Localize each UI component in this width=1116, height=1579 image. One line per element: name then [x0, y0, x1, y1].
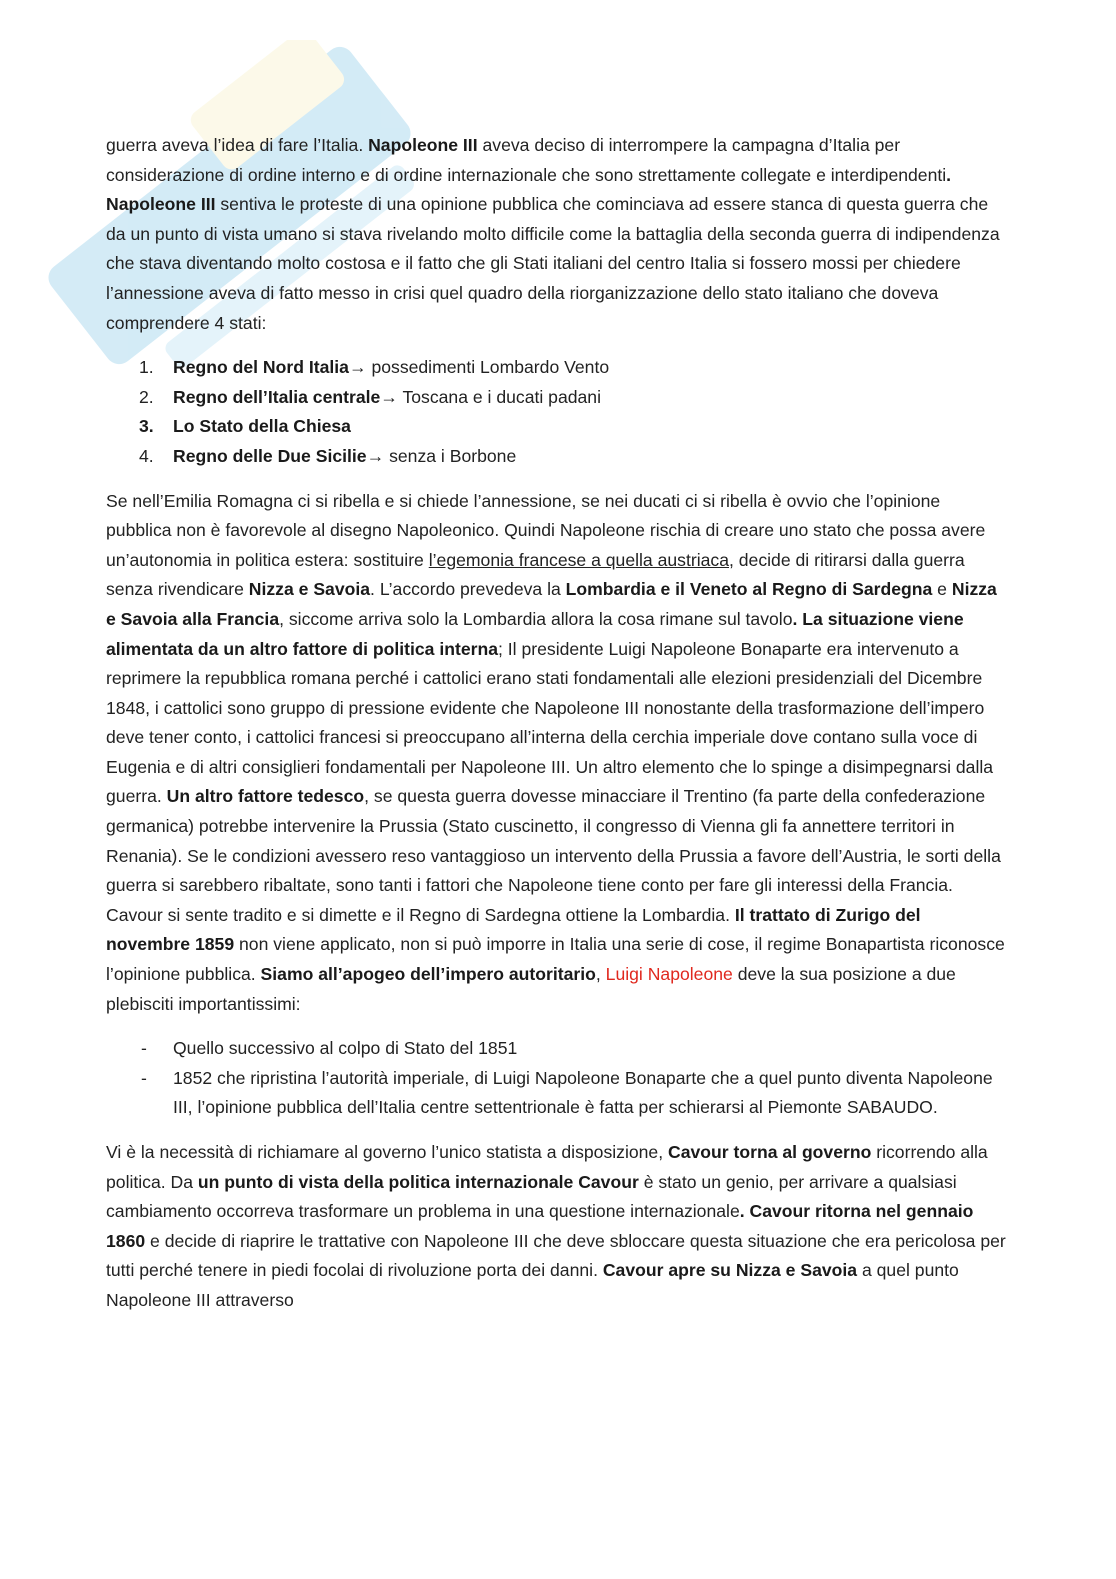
plebisciti-list: [106, 1034, 1006, 1123]
text-run: ,: [595, 964, 606, 985]
state-desc: possedimenti Lombardo Vento: [366, 357, 610, 378]
list-text: Quello successivo al colpo di Stato del 1851: [173, 1038, 518, 1059]
text-run: , decide di ritirarsi dalla guerra senza rivendicare: [106, 549, 965, 600]
list-item: [106, 353, 1006, 383]
bold-run: Cavour torna al governo: [668, 1142, 872, 1162]
text-run: è stato un genio, per arrivare a qualsiasi cambiamento occorreva trasformare un problema in una questione internazionale: [106, 1171, 957, 1222]
dash-bullet: -: [141, 1067, 147, 1088]
paragraph-intro: [106, 131, 1006, 338]
red-run: Luigi Napoleone: [605, 964, 733, 985]
list-item: [106, 1034, 1006, 1064]
state-name: Regno dell’Italia centrale: [173, 386, 381, 407]
text-run: sentiva le proteste di una opinione pubblica che cominciava ad essere stanca di questa guerra che da un punto di vista umano si stava rivelando molto difficile come la battaglia della seconda guerra di indipendenza che stava diventando molto costosa e il fatto che gli Stati italiani del centro Italia si fossero mossi per chiedere l’annessione aveva di fatto messo in crisi quel quadro della riorganizzazione dello stato italiano che doveva comprendere 4 stati:: [106, 194, 1000, 333]
list-text: 1852 che ripristina l’autorità imperiale, di Luigi Napoleone Bonaparte che a quel punto diventa Napoleone III, l’opinione pubblica dell’Italia centre settentrionale è fatta per schierarsi al Piemonte SABAUDO.: [173, 1067, 993, 1118]
text-run: , se questa guerra dovesse minacciare il Trentino (fa parte della confederazione germanica) potrebbe intervenire la Prussia (Stato cuscinetto, il congresso di Vienna gli fa annettere territori in Renania). Se le condizioni avessero reso vantaggioso un intervento della Prussia a favore dell’Austria, le sorti della guerra si sarebbero ribaltate, sono tanti i fattori che Napoleone tiene conto per fare gli interessi della Francia. Cavour si sente tradito e si dimette e il Regno di Sardegna ottiene la Lombardia.: [106, 786, 1001, 925]
text-run: a quel punto Napoleone III attraverso: [106, 1260, 959, 1310]
list-number: 4.: [139, 445, 154, 466]
list-number: 2.: [139, 386, 154, 407]
state-desc: senza i Borbone: [384, 445, 517, 466]
bold-run: Lombardia e il Veneto al Regno di Sardegna: [565, 579, 933, 600]
text-run: Vi è la necessità di richiamare al governo l’unico statista a disposizione,: [106, 1142, 668, 1162]
states-list: [106, 353, 1006, 471]
bold-run: Il trattato di Zurigo del novembre 1859: [106, 904, 921, 955]
list-number: 3.: [139, 416, 154, 437]
bold-run: . La situazione viene alimentata da un altro fattore di politica interna: [106, 608, 964, 659]
bold-run: Nizza e Savoia: [248, 579, 371, 600]
bold-run: Un altro fattore tedesco: [166, 786, 365, 807]
state-desc: Toscana e i ducati padani: [397, 386, 602, 407]
paragraph-cavour: [106, 1138, 1006, 1316]
dash-bullet: -: [141, 1038, 147, 1059]
state-name: Regno del Nord Italia: [173, 357, 349, 378]
bold-run: un punto di vista della politica internazionale Cavour: [197, 1171, 639, 1192]
text-run: e: [932, 579, 952, 600]
text-run: , siccome arriva solo la Lombardia allora la cosa rimane sul tavolo: [279, 608, 793, 629]
bold-run: Napoleone III: [368, 135, 478, 155]
text-run: . L’accordo prevedeva la: [370, 579, 566, 600]
paragraph-main: [106, 487, 1006, 1020]
text-run: non viene applicato, non si può imporre in Italia una serie di cose, il regime Bonapartista riconosce l’opinione pubblica.: [106, 934, 1005, 985]
list-number: 1.: [139, 357, 154, 378]
bold-run: Nizza e Savoia alla Francia: [106, 579, 997, 629]
bold-run: . Cavour ritorna nel gennaio 1860: [106, 1201, 974, 1251]
underlined-run: l’egemonia francese a quella austriaca: [428, 549, 729, 570]
arrow-icon: →: [366, 445, 385, 466]
list-item: [106, 412, 1006, 442]
document-page: [106, 131, 1006, 1316]
state-name: Lo Stato della Chiesa: [173, 416, 351, 437]
arrow-icon: →: [348, 357, 367, 378]
list-item: [106, 442, 1006, 472]
text-run: guerra aveva l’idea di fare l’Italia.: [106, 135, 369, 155]
state-name: Regno delle Due Sicilie: [173, 445, 367, 466]
text-run: ; Il presidente Luigi Napoleone Bonaparte era intervenuto a reprimere la repubblica romana perché i cattolici erano stati fondamentali alle elezioni presidenziali del Dicembre 1848, i cattolici sono gruppo di pressione evidente che Napoleone III nonostante della trasformazione dell’impero deve tener conto, i cattolici francesi si preoccupano all’interna della cerchia imperiale dove contano sulla voce di Eugenia e di altri consiglieri fondamentali per Napoleone III. Un altro elemento che lo spinge a disimpegnarsi dalla guerra.: [106, 638, 994, 807]
bold-run: Cavour apre su Nizza e Savoia: [602, 1260, 858, 1281]
bold-run: . Napoleone III: [106, 164, 952, 215]
text-run: Se nell’Emilia Romagna ci si ribella e si chiede l’annessione, se nei ducati ci si ribella è ovvio che l’opinione pubblica non è favorevole al disegno Napoleonico. Quindi Napoleone rischia di creare uno stato che possa avere un’autonomia in politica estera: sostituire: [106, 490, 986, 570]
text-run: e decide di riaprire le trattative con Napoleone III che deve sbloccare questa situazione che era pericolosa per tutti perché tenere in piedi focolai di rivoluzione porta dei danni.: [106, 1230, 1006, 1281]
text-run: deve la sua posizione a due plebisciti importantissimi:: [106, 964, 956, 1014]
arrow-icon: →: [380, 386, 398, 407]
bold-run: Siamo all’apogeo dell’impero autoritario: [260, 964, 596, 985]
list-item: [106, 383, 1006, 413]
list-item: [106, 1064, 1006, 1123]
text-run: aveva deciso di interrompere la campagna d’Italia per considerazione di ordine interno e di ordine internazionale che sono strettamente collegate e interdipendenti: [106, 135, 947, 185]
text-run: ricorrendo alla politica. Da: [106, 1142, 988, 1192]
